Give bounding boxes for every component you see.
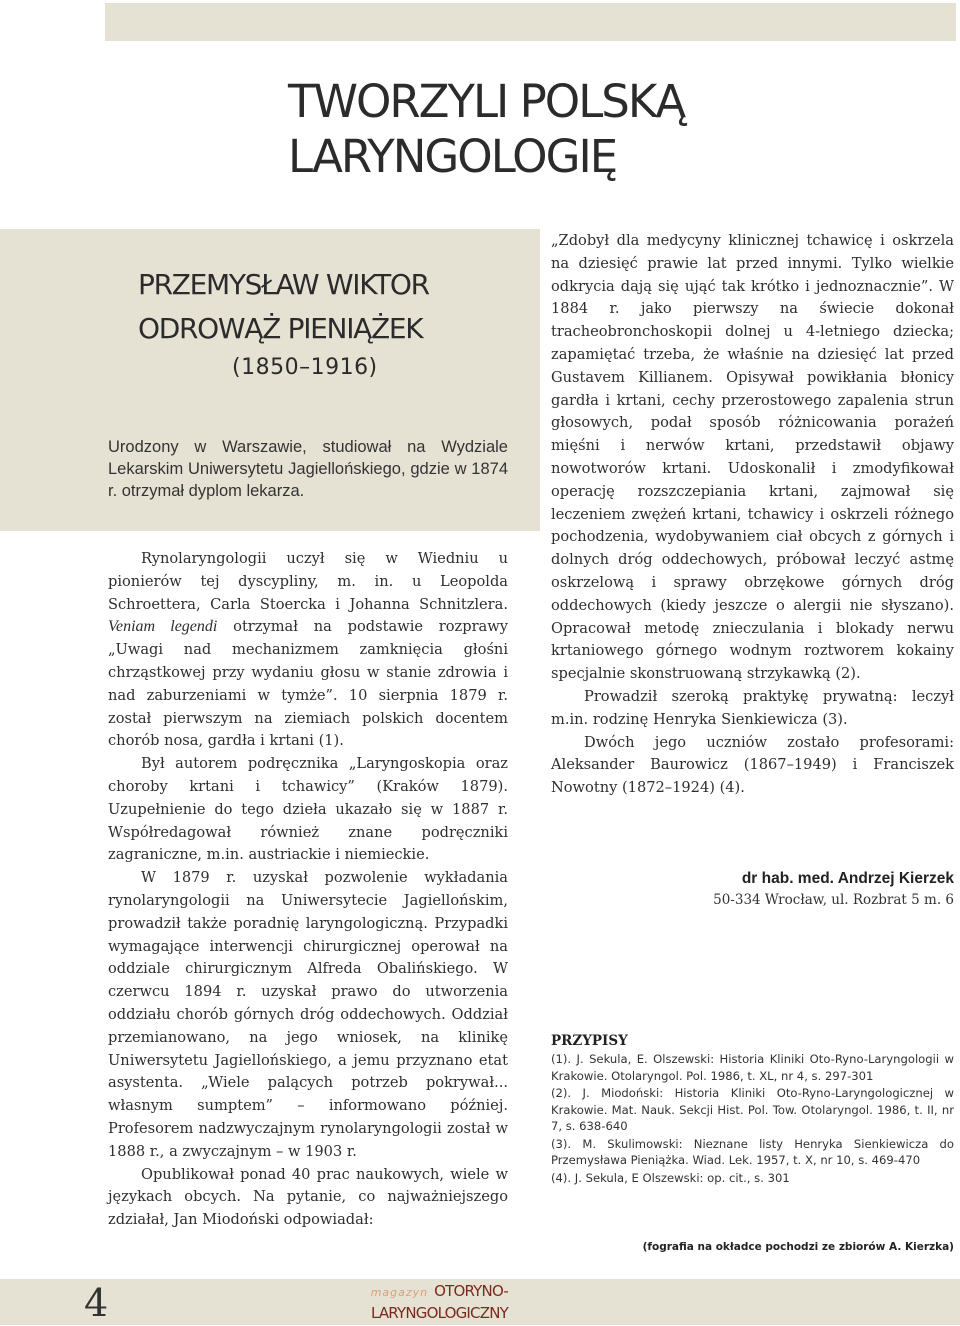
paragraph-students: Dwóch jego uczniów zostało profesorami: Aleksander Baurowicz (1867–1949) i Franciszek Nowotny (1872–1924) (4). [551, 733, 954, 797]
subject-name-line1: PRZEMYSŁAW WIKTOR [138, 268, 429, 301]
article-column-right [551, 230, 954, 800]
paragraph-publications: Opublikował ponad 40 prac naukowych, wiele w językach obcych. Na pytanie, co najważniejszego zdziałał, Jan Miodoński odpowiadał: [108, 1165, 508, 1229]
top-decorative-bar [105, 3, 956, 41]
intro-paragraph: Urodzony w Warszawie, studiował na Wydziale Lekarskim Uniwersytetu Jagiellońskiego, gdzie w 1874 r. otrzymał dyplom lekarza. [108, 438, 508, 500]
page-title-line2: LARYNGOLOGIĘ [288, 130, 617, 183]
paragraph-university: W 1879 r. uzyskał pozwolenie wykładania rynolaryngologii na Uniwersytecie Jagiellońskim, prowadził także poradnię laryngologiczną. Przypadki wymagające interwencji chirurgicznej operował na oddziale chirurgicznym Alfreda Obalińskiego. W czerwcu 1894 r. uzyskał prawo do utworzenia oddziału chorób górnych dróg oddechowych. Oddział przemianowano, na jego wniosek, na klinikę Uniwersytetu Jagiellońskiego, a jemu przyznano etat asystenta. „Wiele palących potrzeb pokrywał... własnym sumptem” – informowano później. Profesorem nadzwyczajnym rynolaryngologii został w 1888 r., a zwyczajnym – w 1903 r. [108, 869, 508, 1160]
article-column-left [108, 548, 508, 1232]
footnote-item: (4). J. Sekula, E Olszewski: op. cit., s. 301 [551, 1170, 790, 1185]
magazine-name-line1: OTORYNO- [434, 1282, 508, 1300]
magazine-word: magazyn [370, 1286, 429, 1299]
footnote-item: (1). J. Sekula, E. Olszewski: Historia Kliniki Oto-Ryno-Laryngologii w Krakowie. Otolaryngol. Pol. 1986, t. XL, nr 4, s. 297-301 [551, 1052, 954, 1083]
footnote-item: (2). J. Miodoński: Historia Kliniki Oto-Ryno-Laryngologicznej w Krakowie. Mat. Nauk. Sekcji Hist. Pol. Tow. Otolaryngol. 1986, t. II, nr 7, s. 638-640 [551, 1086, 954, 1133]
footnote-item: (3). M. Skulimowski: Nieznane listy Henryka Sienkiewicza do Przemysława Pieniążka. Wiad. Lek. 1957, t. X, nr 10, s. 469-470 [551, 1136, 954, 1167]
page-number: 4 [84, 1281, 109, 1325]
paragraph-vienna-text-a: Rynolaryngologii uczył się w Wiedniu u pionierów tej dyscypliny, m. in. u Leopolda Schroettera, Carla Stoercka i Johanna Schnitzlera. [108, 550, 508, 613]
paragraph-vienna [108, 548, 508, 753]
footnotes-heading: PRZYPISY [551, 1033, 628, 1049]
paragraph-private-practice: Prowadził szeroką praktykę prywatną: leczył m.in. rodzinę Henryka Sienkiewicza (3). [551, 687, 954, 728]
author-signature [551, 870, 954, 908]
magazine-logo [360, 1281, 508, 1324]
footnotes-section [551, 1033, 954, 1187]
subject-name [138, 263, 528, 351]
magazine-name-line2: LARYNGOLOGICZNY [370, 1304, 508, 1322]
page-title-line1: TWORZYLI POLSKĄ [288, 75, 685, 128]
author-name: dr hab. med. Andrzej Kierzek [741, 870, 954, 887]
magazine-logo-row1 [360, 1281, 508, 1303]
subject-name-line2: ODROWĄŻ PIENIĄŻEK [138, 312, 423, 345]
photo-credit: (fografia na okładce pochodzi ze zbiorów A. Kierzka) [642, 1241, 954, 1253]
paragraph-textbook: Był autorem podręcznika „Laryngoskopia oraz choroby krtani i tchawicy” (Kraków 1879). Uzupełnienie do tego dzieła ukazało się w 1887 r. Współredagował również znane podręczniki zagraniczne, m.in. austriackie i niemieckie. [108, 755, 508, 864]
author-address: 50-334 Wrocław, ul. Rozbrat 5 m. 6 [713, 892, 954, 908]
page-title [288, 74, 948, 184]
paragraph-quote-achievements: „Zdobył dla medycyny klinicznej tchawicę i oskrzela na dziesięć prawie lat przed innymi. Tylko wielkie odkrycia dają się ująć tak krótko i jednoznacznie”. W 1884 r. jako pierwszy na świecie dokonał tracheobronchoskopii dolnej u 4-letniego dziecka; zapamiętać trzeba, że właśnie na dziesięć lat przed Gustavem Killianem. Opisywał powikłania błonicy gardła i krtani, cechy przerostowego zapalenia strun głosowych, podał sposób różnicowania porażeń mięśni i nerwów krtani, przedstawił objawy nowotworów krtani. Udoskonalił i zmodyfikował operację rozszczepiania krtani, zajmował się leczeniem zwężeń krtani, tchawicy i oskrzeli różnego pochodzenia, wydobywaniem ciał obcych z górnych i dolnych dróg oddechowych, próbował leczyć astmę oskrzelową i sprawy obrzękowe górnych dróg oddechowych (kiedy jeszcze o alergii nie słyszano). Opracował metodę znieczulania i blokady nerwu krtaniowego górnego wodnym roztworem kokainy specjalnie skonstruowaną strzykawką (2). [551, 232, 954, 683]
subject-life-years: (1850–1916) [232, 355, 378, 380]
paragraph-vienna-italic: Veniam legendi [108, 618, 218, 636]
paragraph-vienna-text-b: otrzymał na podstawie rozprawy „Uwagi nad mechanizmem zamknięcia głośni chrząstkowej przy wydaniu głosu w stanie zdrowia i nad zaburzeniami w tymże”. 10 sierpnia 1879 r. został pierwszym na ziemiach polskich docentem chorób nosa, gardła i krtani (1). [108, 618, 508, 750]
